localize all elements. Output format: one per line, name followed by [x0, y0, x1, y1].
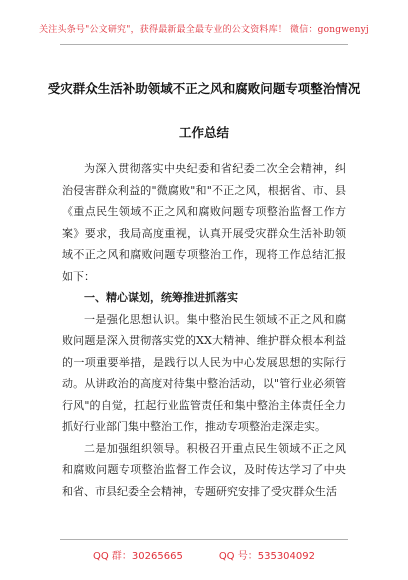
- section-heading: 一、精心谋划，统筹推进抓落实: [84, 291, 238, 304]
- body-paragraph: 一是强化思想认识。集中整治民生领域不正之风和腐败问题是深入贯彻落实党的XX大精神、维护群众根本利益的一项重要举措，是践行以人民为中心发展思想的实际行动。从讲政治的高度对待集中整治活动，以"管行业必须管行风"的自觉，扛起行业监管责任和集中整治主体责任全力抓好行业部门集中整治工作，推动专项整治走深走实。: [62, 312, 346, 433]
- footer-contact: [0, 547, 408, 562]
- footer-divider: [60, 539, 348, 540]
- document-subtitle: 工作总结: [178, 125, 229, 140]
- qq-number: QQ 号：535304092: [218, 551, 315, 562]
- body-paragraph: 二是加强组织领导。积极召开重点民生领域不正之风和腐败问题专项整治监督工作会议，及时传达学习了中央和省、市县纪委全会精神，专题研究安排了受灾群众生活: [62, 441, 346, 498]
- document-title: 受灾群众生活补助领域不正之风和腐败问题专项整治情况: [47, 81, 361, 96]
- header-note: 关注头条号"公文研究"，获得最新最全最专业的公文资料库！ 微信：gongwenyj: [39, 25, 369, 35]
- qq-group: QQ 群：30265665: [92, 551, 183, 562]
- header-divider: [60, 44, 348, 45]
- document-body: [62, 158, 346, 502]
- intro-paragraph: 为深入贯彻落实中央纪委和省纪委二次全会精神，纠治侵害群众利益的"微腐败"和"不正之风，根据省、市、县《重点民生领域不正之风和腐败问题专项整治监督工作方案》要求，我局高度重视，认真开展受灾群众生活补助领域不正之风和腐败问题专项整治工作，现将工作总结汇报如下：: [62, 162, 346, 283]
